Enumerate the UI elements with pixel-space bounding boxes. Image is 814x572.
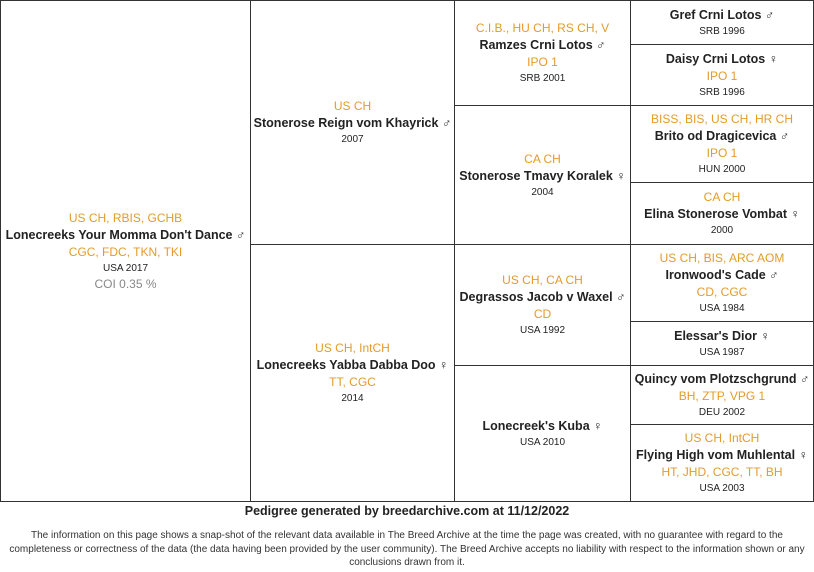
dam-meta: 2014 [341, 393, 364, 404]
subject-name-link[interactable]: Lonecreeks Your Momma Don't Dance ♂ [5, 227, 246, 242]
ds-titles-post: CD [533, 307, 552, 321]
sdd-name-link[interactable]: Elina Stonerose Vombat ♀ [644, 207, 800, 221]
dsd-name-link[interactable]: Elessar's Dior ♀ [674, 328, 770, 343]
ddd-titles-pre: US CH, IntCH [684, 431, 760, 445]
disclaimer-text: The information on this page shows a snap-shot of the relevant data available in The Breed Archive at the time the page was created, with no guarantee with regard to the completeness or correctness of the data (the data having been provided by the user community). The Breed Archive accepts no liability with respect to the information shown or any conclusions drawn from it. [9, 530, 805, 568]
sd-titles-pre: CA CH [524, 151, 561, 166]
sire-titles-pre: US CH [333, 99, 372, 113]
generated-by-note: Pedigree generated by breedarchive.com at 11/12/2022 [244, 504, 570, 518]
ssd [630, 44, 814, 106]
ddd-name-link[interactable]: Flying High vom Muhlental ♀ [636, 448, 808, 462]
dss-name-link[interactable]: Ironwood's Cade ♂ [665, 268, 779, 282]
sire-meta: 2007 [341, 134, 364, 145]
female-icon: ♀ [616, 168, 626, 183]
ssd-meta: SRB 1996 [699, 86, 745, 98]
sd-name-link[interactable]: Stonerose Tmavy Koralek ♀ [459, 168, 626, 183]
female-icon: ♀ [439, 358, 449, 372]
dss [630, 244, 814, 322]
sire-name-link[interactable]: Stonerose Reign vom Khayrick ♂ [253, 116, 452, 130]
female-icon: ♀ [798, 448, 808, 462]
ds-titles-pre: US CH, CA CH [502, 273, 583, 287]
ss-meta: SRB 2001 [519, 73, 566, 84]
female-icon: ♀ [768, 51, 779, 66]
subject-titles-pre: US CH, RBIS, GCHB [68, 210, 183, 225]
dam-name-link[interactable]: Lonecreeks Yabba Dabba Doo ♀ [256, 358, 449, 372]
dam [250, 244, 455, 502]
ddd [630, 424, 814, 502]
male-icon: ♂ [235, 227, 246, 242]
dam-sire [454, 244, 631, 366]
pedigree-subject [0, 0, 251, 502]
dsd-meta: USA 1987 [699, 346, 745, 358]
ds-meta: USA 1992 [519, 325, 566, 336]
sire-dam [454, 105, 631, 245]
male-icon: ♂ [616, 290, 626, 304]
ss-titles-pre: C.I.B., HU CH, RS CH, V [475, 21, 610, 35]
dds-meta: DEU 2002 [698, 406, 746, 418]
sds-titles-post: IPO 1 [706, 146, 738, 160]
dss-titles-pre: US CH, BIS, ARC AOM [659, 251, 785, 265]
male-icon: ♂ [441, 116, 452, 130]
subject-meta: USA 2017 [102, 262, 149, 274]
sire-sire [454, 0, 631, 106]
female-icon: ♀ [790, 207, 800, 221]
dds [630, 365, 814, 425]
ss-name-link[interactable]: Ramzes Crni Lotos ♂ [479, 38, 606, 52]
female-icon: ♀ [760, 328, 770, 343]
ssd-name-link[interactable]: Daisy Crni Lotos ♀ [665, 51, 779, 66]
male-icon: ♂ [779, 129, 790, 143]
dds-name-link[interactable]: Quincy vom Plotzschgrund ♂ [634, 371, 810, 386]
dd-meta: USA 2010 [519, 436, 566, 448]
ddd-titles-post: HT, JHD, CGC, TT, BH [661, 465, 783, 479]
dds-titles-post: BH, ZTP, VPG 1 [678, 388, 766, 403]
dsd [630, 321, 814, 366]
ss-titles-post: IPO 1 [527, 55, 558, 69]
sds-name-link[interactable]: Brito od Dragicevica ♂ [654, 129, 790, 143]
dss-titles-post: CD, CGC [696, 285, 748, 299]
ssd-titles-post: IPO 1 [706, 68, 738, 83]
sdd-meta: 2000 [710, 225, 734, 236]
dam-titles-pre: US CH, IntCH [315, 341, 390, 355]
male-icon: ♂ [769, 268, 779, 282]
dd-name-link[interactable]: Lonecreek's Kuba ♀ [482, 418, 603, 433]
male-icon: ♂ [799, 371, 810, 386]
sd-meta: 2004 [531, 186, 554, 198]
male-icon: ♂ [764, 7, 775, 22]
sds [630, 105, 814, 183]
sds-meta: HUN 2000 [698, 164, 746, 175]
dam-titles-post: TT, CGC [329, 375, 376, 389]
dam-dam [454, 365, 631, 502]
sss-meta: SRB 1996 [699, 25, 745, 37]
sss-name-link[interactable]: Gref Crni Lotos ♂ [669, 7, 775, 22]
dss-meta: USA 1984 [699, 303, 745, 314]
sds-titles-pre: BISS, BIS, US CH, HR CH [650, 112, 794, 126]
subject-coi: COI 0.35 % [94, 276, 157, 291]
subject-titles-post: CGC, FDC, TKN, TKI [68, 244, 183, 259]
sdd [630, 182, 814, 245]
sss [630, 0, 814, 45]
sire [250, 0, 455, 245]
male-icon: ♂ [596, 38, 606, 52]
ddd-meta: USA 2003 [699, 483, 745, 494]
female-icon: ♀ [593, 418, 603, 433]
sdd-titles-pre: CA CH [703, 190, 741, 204]
ds-name-link[interactable]: Degrassos Jacob v Waxel ♂ [459, 290, 626, 304]
